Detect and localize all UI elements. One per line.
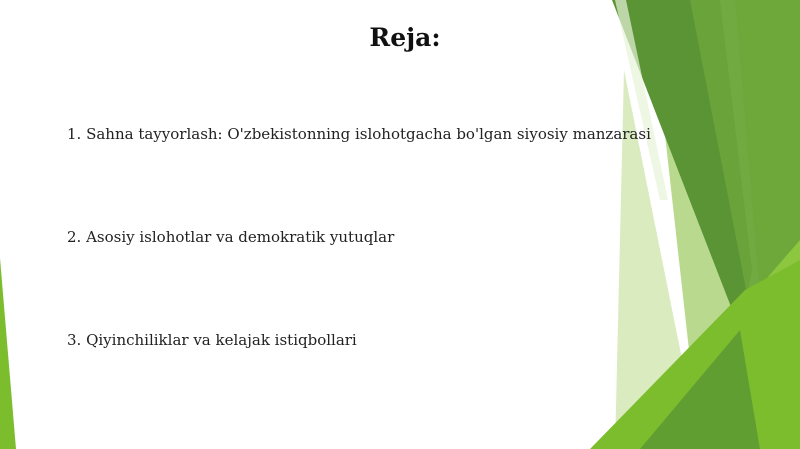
left-edge-shape (0, 258, 16, 449)
agenda-item-3: 3. Qiyinchiliklar va kelajak istiqbollari (67, 331, 357, 349)
agenda-item-1: 1. Sahna tayyorlash: O'zbekistonning islohotgacha bo'lgan siyosiy manzarasi (67, 125, 651, 143)
slide-title: Reja: (369, 23, 441, 52)
agenda-item-2: 2. Asosiy islohotlar va demokratik yutuqlar (67, 228, 395, 246)
